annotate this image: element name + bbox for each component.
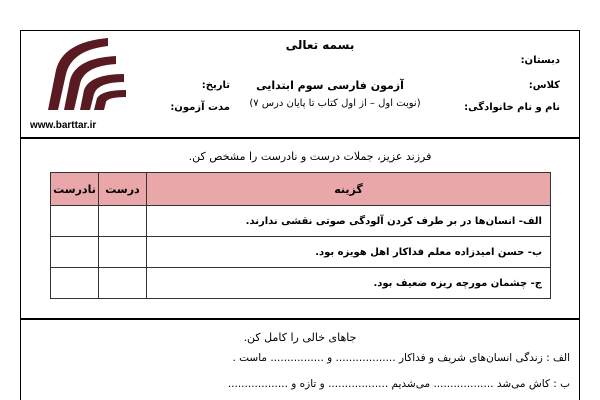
school-label: دبستان: bbox=[520, 55, 560, 66]
section-divider bbox=[20, 318, 580, 320]
table-row bbox=[51, 268, 551, 299]
section2-instruction: جاهای خالی را کامل کن. bbox=[243, 331, 357, 344]
incorrect-box-c[interactable] bbox=[51, 268, 99, 299]
table-row bbox=[51, 237, 551, 268]
exam-subtitle: (نوبت اول – از اول کتاب تا پایان درس ۷) bbox=[249, 98, 421, 109]
column-header-incorrect: نادرست bbox=[51, 173, 99, 206]
section1-instruction: فرزند عزیز، جملات درست و نادرست را مشخص کن. bbox=[188, 150, 432, 163]
column-header-correct: درست bbox=[99, 173, 147, 206]
statement-b: ب- حسن امیدزاده معلم فداکار اهل هویزه بود. bbox=[147, 237, 551, 268]
logo-swoosh-4 bbox=[94, 90, 126, 110]
frame-right-line bbox=[579, 30, 580, 400]
duration-label: مدت آزمون: bbox=[170, 102, 230, 113]
table-header-row bbox=[51, 173, 551, 206]
exam-title: آزمون فارسی سوم ابتدایی bbox=[256, 79, 404, 92]
correct-box-c[interactable] bbox=[99, 268, 147, 299]
statement-c: ج- چشمان مورچه ریزه ضعیف بود. bbox=[147, 268, 551, 299]
correct-box-b[interactable] bbox=[99, 237, 147, 268]
column-header-option: گزینه bbox=[147, 173, 551, 206]
frame-left-line bbox=[20, 30, 21, 400]
statement-a: الف- انسان‌ها در بر طرف کردن آلودگی صوتی نقشی ندارند. bbox=[147, 206, 551, 237]
fill-blank-b[interactable]: ب : کاش می‌شد .................. می‌شدیم .................. و تازه و .................. bbox=[227, 378, 570, 390]
table-row bbox=[51, 206, 551, 237]
date-label: تاریخ: bbox=[201, 80, 230, 91]
name-label: نام و نام خانوادگی: bbox=[464, 102, 560, 113]
fill-blank-a[interactable]: الف : زندگی انسان‌های شریف و فداکار .................. و ................ ماست . bbox=[232, 352, 570, 364]
true-false-table bbox=[50, 172, 551, 299]
incorrect-box-b[interactable] bbox=[51, 237, 99, 268]
incorrect-box-a[interactable] bbox=[51, 206, 99, 237]
class-label: کلاس: bbox=[528, 80, 560, 91]
header-divider bbox=[20, 137, 580, 139]
logo-url: www.barttar.ir bbox=[30, 120, 97, 131]
correct-box-a[interactable] bbox=[99, 206, 147, 237]
top-title: بسمه تعالی bbox=[285, 38, 355, 52]
barttar-logo bbox=[38, 30, 128, 120]
